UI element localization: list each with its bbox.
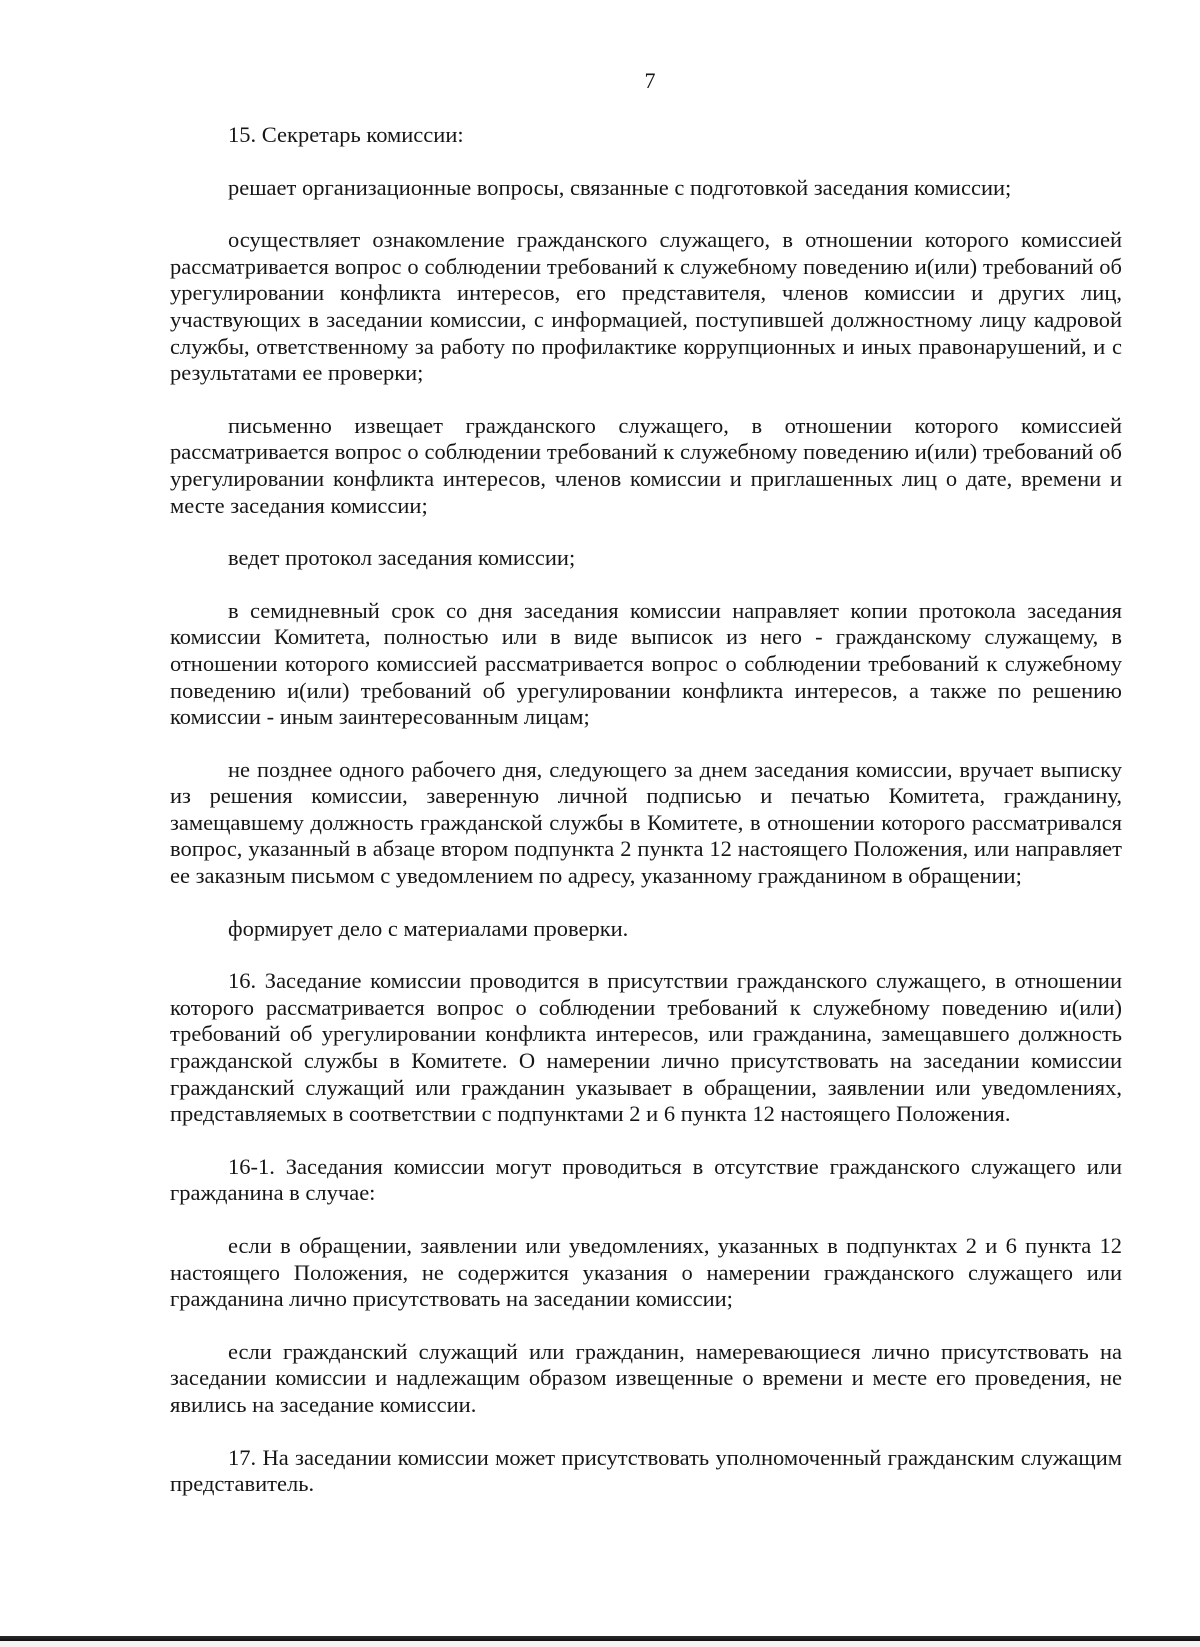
paragraph-protocol-copies: в семидневный срок со дня заседания комиссии направляет копии протокола заседания комиссии Комитета, полностью или в виде выписок из него - гражданскому служащему, в отношении которого комиссией рассматривается вопрос о соблюдении требований к служебному поведению и(или) требований об урегулировании конфликта интересов, а также по решению комиссии - иным заинтересованным лицам; — [170, 597, 1122, 730]
paragraph-absence-case-1: если в обращении, заявлении или уведомлениях, указанных в подпунктах 2 и 6 пункта 12 настоящего Положения, не содержится указания о намерении гражданского служащего или гражданина лично присутствовать на заседании комиссии; — [170, 1233, 1122, 1312]
scan-edge-margin — [0, 1641, 1200, 1647]
paragraph-protocol: ведет протокол заседания комиссии; — [228, 545, 576, 571]
paragraph-case-file: формирует дело с материалами проверки. — [228, 915, 629, 941]
paragraph-organizational-questions: решает организационные вопросы, связанные с подготовкой заседания комиссии; — [228, 174, 1012, 200]
page-number: 7 — [644, 68, 656, 93]
document-body — [170, 122, 1122, 1524]
paragraph-written-notice: письменно извещает гражданского служащего, в отношении которого комиссией рассматривается вопрос о соблюдении требований к служебному поведению и(или) требований об урегулировании конфликта интересов, членов комиссии и приглашенных лиц о дате, времени и месте заседания комиссии; — [170, 412, 1122, 518]
paragraph-16: 16. Заседание комиссии проводится в присутствии гражданского служащего, в отношении которого рассматривается вопрос о соблюдении требований к служебному поведению и(или) требований об урегулировании конфликта интересов, или гражданина, замещавшего должность гражданской службы в Комитете. О намерении лично присутствовать на заседании комиссии гражданский служащий или гражданин указывает в обращении, заявлении или уведомлениях, представляемых в соответствии с подпунктами 2 и 6 пункта 12 настоящего Положения. — [170, 968, 1122, 1127]
paragraph-15-heading: 15. Секретарь комиссии: — [228, 122, 464, 147]
paragraph-decision-extract: не позднее одного рабочего дня, следующего за днем заседания комиссии, вручает выписку из решения комиссии, заверенную личной подписью и печатью Комитета, гражданину, замещавшему должность гражданской службы в Комитете, в отношении которого рассматривался вопрос, указанный в абзаце втором подпункта 2 пункта 12 настоящего Положения, или направляет ее заказным письмом с уведомлением по адресу, указанному гражданином в обращении; — [170, 756, 1122, 889]
paragraph-absence-case-2: если гражданский служащий или гражданин, намеревающиеся лично присутствовать на заседании комиссии и надлежащим образом извещенные о времени и месте его проведения, не явились на заседание комиссии. — [170, 1338, 1122, 1417]
paragraph-17: 17. На заседании комиссии может присутствовать уполномоченный гражданским служащим представитель. — [170, 1444, 1122, 1497]
paragraph-16-1: 16-1. Заседания комиссии могут проводиться в отсутствие гражданского служащего или гражданина в случае: — [170, 1153, 1122, 1206]
paragraph-familiarization: осуществляет ознакомление гражданского служащего, в отношении которого комиссией рассматривается вопрос о соблюдении требований к служебному поведению и(или) требований об урегулировании конфликта интересов, его представителя, членов комиссии и других лиц, участвующих в заседании комиссии, с информацией, поступившей должностному лицу кадровой службы, ответственному за работу по профилактике коррупционных и иных правонарушений, и с результатами ее проверки; — [170, 227, 1122, 386]
